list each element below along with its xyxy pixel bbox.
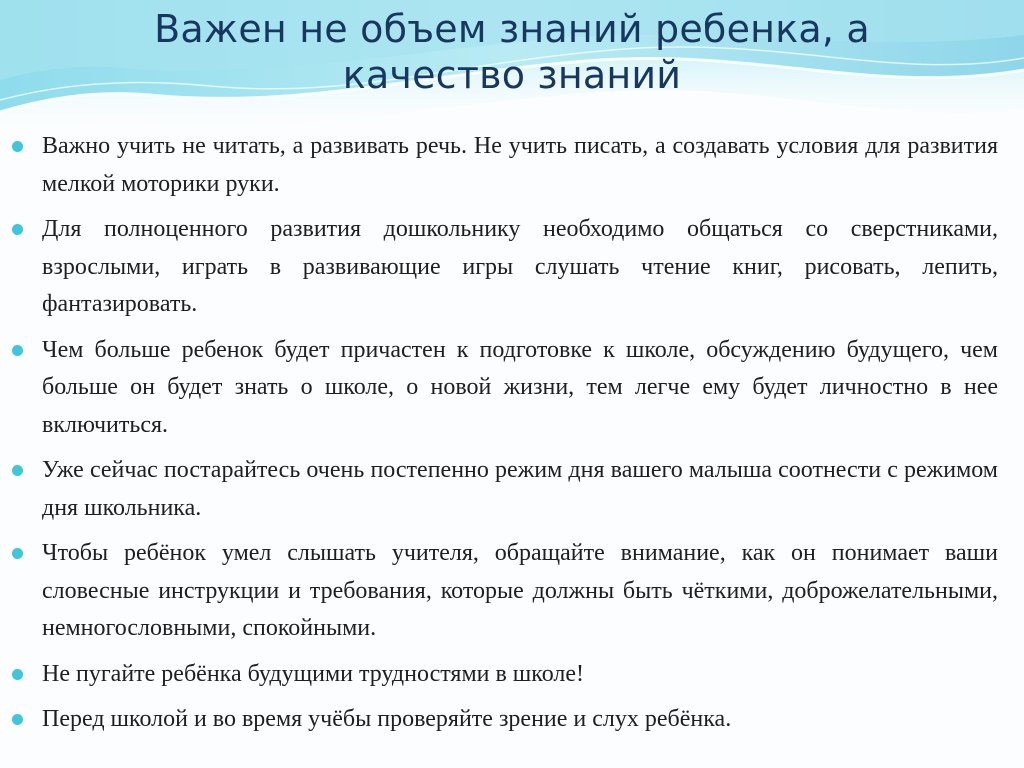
bullet-text: Чем больше ребенок будет причастен к подготовке к школе, обсуждению будущего, чем больше он будет знать о школе, о новой жизни, тем легче ему будет личностно в нее включиться.	[42, 336, 998, 438]
bullet-item	[12, 128, 998, 203]
bullet-item	[12, 332, 998, 445]
bullet-item	[12, 535, 998, 648]
bullet-dot-icon	[12, 669, 23, 680]
bullet-dot-icon	[12, 465, 23, 476]
bullet-text: Для полноценного развития дошкольнику необходимо общаться со сверстниками, взрослыми, играть в развивающие игры слушать чтение книг, рисовать, лепить, фантазировать.	[42, 216, 998, 317]
bullet-item	[12, 701, 998, 739]
slide-title	[0, 6, 1024, 98]
bullet-dot-icon	[12, 224, 23, 235]
bullet-text: Уже сейчас постарайтесь очень постепенно режим дня вашего малыша соотнести с режимом дня школьника.	[42, 457, 998, 521]
bullet-item	[12, 211, 998, 324]
bullet-dot-icon	[12, 714, 23, 725]
bullet-item	[12, 452, 998, 527]
bullet-text: Важно учить не читать, а развивать речь. Не учить писать, а создавать условия для развития мелкой моторики руки.	[42, 133, 998, 197]
bullet-text: Перед школой и во время учёбы проверяйте зрение и слух ребёнка.	[42, 706, 732, 732]
bullet-item	[12, 656, 998, 694]
bullet-dot-icon	[12, 345, 23, 356]
bullet-text: Не пугайте ребёнка будущими трудностями в школе!	[42, 660, 585, 687]
bullet-list	[12, 128, 998, 747]
title-line-1: Важен не объем знаний ребенка, а	[154, 7, 870, 51]
bullet-dot-icon	[12, 141, 23, 152]
bullet-text: Чтобы ребёнок умел слышать учителя, обращайте внимание, как он понимает ваши словесные инструкции и требования, которые должны быть чёткими, доброжелательными, немногословными, спокойными.	[42, 540, 998, 641]
title-line-2: качество знаний	[342, 53, 682, 97]
bullet-dot-icon	[12, 548, 23, 559]
